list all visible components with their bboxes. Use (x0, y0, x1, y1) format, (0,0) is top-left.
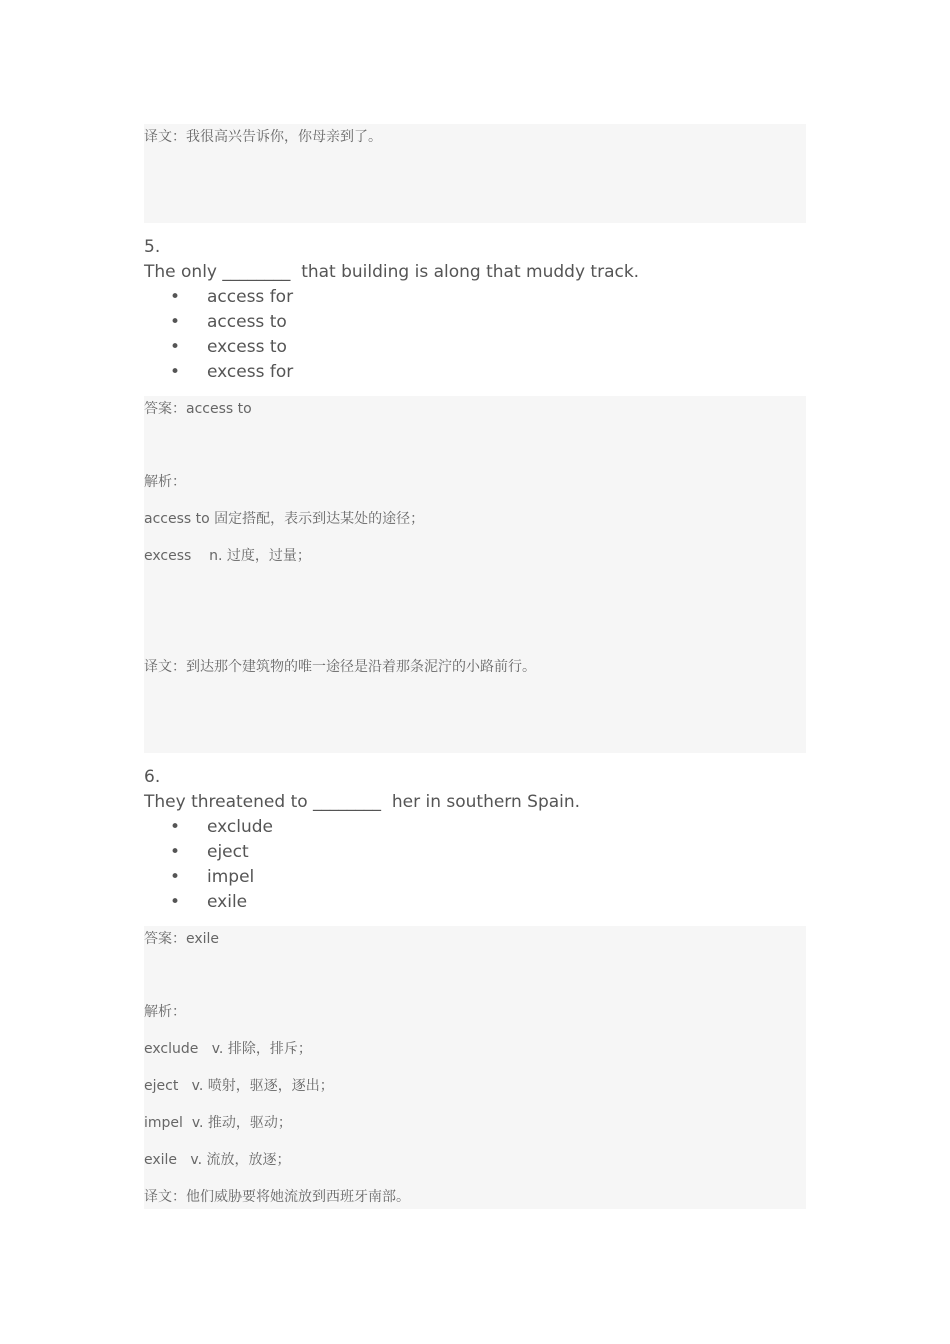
option-item: excess to (207, 337, 287, 357)
bullet-icon: • (170, 892, 181, 912)
translation-text: 译文：到达那个建筑物的唯一途径是沿着那条泥泞的小路前行。 (144, 659, 536, 675)
option-item: exclude (207, 817, 274, 837)
option-item: eject (207, 842, 249, 862)
bullet-icon: • (170, 867, 181, 887)
analysis-label: 解析： (144, 1004, 186, 1020)
answer-box (144, 396, 806, 753)
question-text: The only ________ that building is along that muddy track. (144, 262, 640, 282)
option-item: exile (207, 892, 248, 912)
bullet-icon: • (170, 842, 181, 862)
translation-text: 译文：我很高兴告诉你，你母亲到了。 (144, 129, 382, 145)
analysis-note: excess n. 过度，过量； (144, 548, 311, 564)
option-item: impel (207, 867, 255, 887)
analysis-label: 解析： (144, 474, 186, 490)
bullet-icon: • (170, 287, 181, 307)
analysis-note: exile v. 流放，放逐； (144, 1152, 291, 1168)
analysis-note: impel v. 推动，驱动； (144, 1115, 292, 1131)
bullet-icon: • (170, 362, 181, 382)
question-number: 6. (144, 767, 161, 787)
question-number: 5. (144, 237, 161, 257)
bullet-icon: • (170, 337, 181, 357)
analysis-note: access to 固定搭配，表示到达某处的途径； (144, 511, 425, 527)
bullet-icon: • (170, 312, 181, 332)
bullet-icon: • (170, 817, 181, 837)
option-item: access to (207, 312, 287, 332)
translation-text: 译文：他们威胁要将她流放到西班牙南部。 (144, 1189, 410, 1205)
option-item: excess for (207, 362, 294, 382)
analysis-note: eject v. 喷射，驱逐，逐出； (144, 1078, 334, 1094)
answer-text: 答案：access to (144, 401, 252, 417)
answer-text: 答案：exile (144, 931, 220, 947)
question-text: They threatened to ________ her in southern Spain. (144, 792, 581, 812)
analysis-note: exclude v. 排除，排斥； (144, 1041, 312, 1057)
option-item: access for (207, 287, 294, 307)
